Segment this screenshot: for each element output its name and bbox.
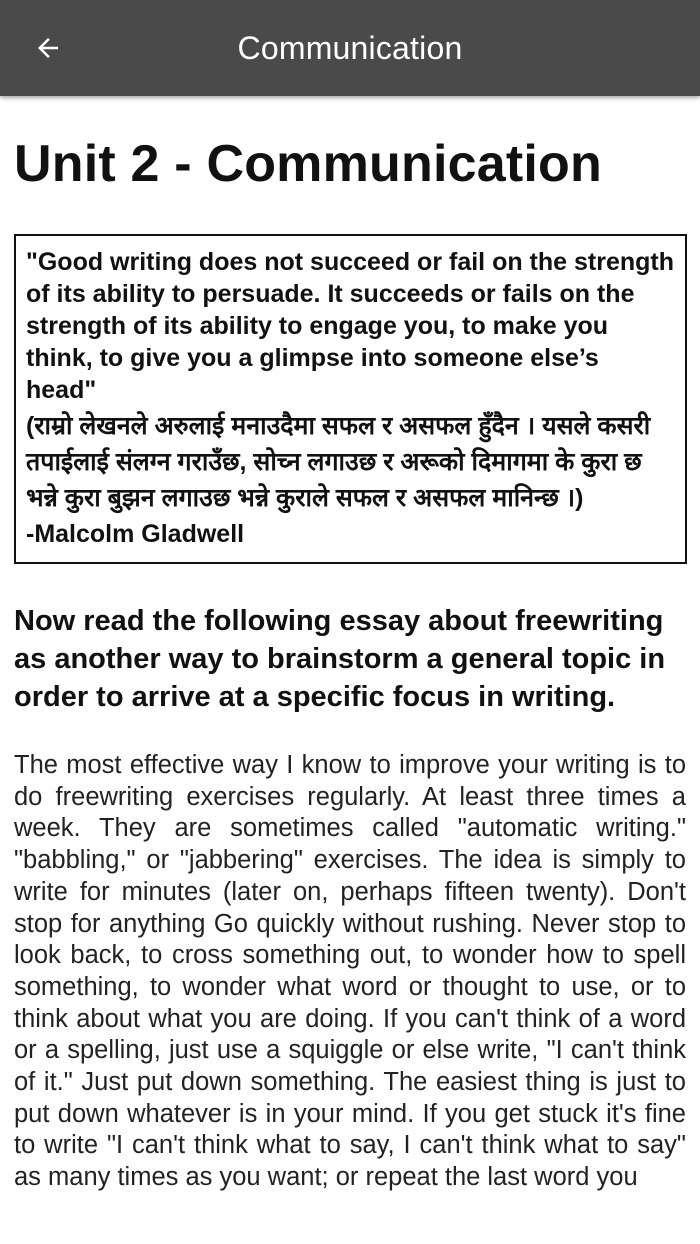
content-scroll-area[interactable]	[0, 96, 700, 1244]
quote-nepali: (राम्रो लेखनले अरुलाई मनाउदैमा सफल र असफल हुँदैन । यसले कसरी तपाईलाई संलग्न गराउँछ, सोच्न लगाउछ र अरूको दिमागमा के कुरा छ भन्ने कुरा बुझन लगाउछ भन्ने कुराले सफल र असफल मानिन्छ ।)	[26, 412, 651, 512]
app-bar	[0, 0, 700, 96]
quote-english: "Good writing does not succeed or fail on the strength of its ability to persuade. It succeeds or fails on the strength of its ability to engage you, to make you think, to give you a glimpse into someone else’s head"	[26, 248, 674, 404]
arrow-left-icon	[33, 33, 63, 63]
essay-paragraph: The most effective way I know to improve your writing is to do freewriting exercises regularly. At least three times a week. They are sometimes called "automatic writing." "babbling," or "jabbering" exercises. The idea is simply to write for minutes (later on, perhaps fifteen twenty). Don't stop for anything Go quickly without rushing. Never stop to look back, to cross something out, to wonder how to spell something, to wonder what word or thought to use, or to think about what you are doing. If you can't think of a word or a spelling, just use a squiggle or else write, "I can't think of it." Just put down something. The easiest thing is just to put down whatever is in your mind. If you get stuck it's fine to write "I can't think what to say, I can't think what to say" as many times as you want; or repeat the last word you	[14, 751, 686, 1192]
instruction-heading: Now read the following essay about freewriting as another way to brainstorm a general topic in order to arrive at a specific focus in writing.	[14, 605, 666, 713]
back-button[interactable]	[22, 24, 74, 72]
quote-author: -Malcolm Gladwell	[26, 520, 245, 548]
app-bar-title: Communication	[237, 29, 463, 66]
page-title: Unit 2 - Communication	[14, 135, 602, 193]
quote-box	[14, 234, 687, 564]
